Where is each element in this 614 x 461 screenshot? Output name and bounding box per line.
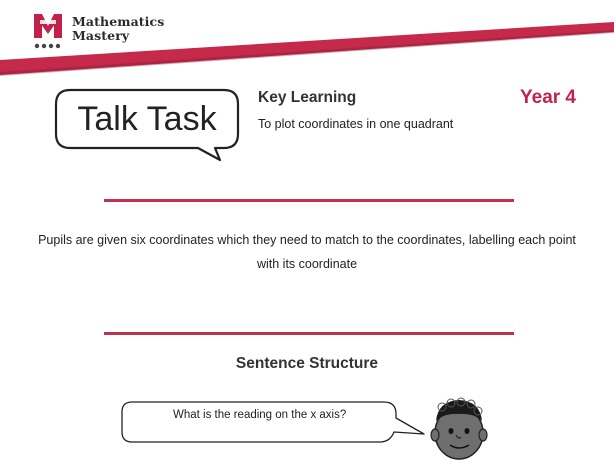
child-face-icon: [424, 393, 494, 461]
speech-bubble: [118, 398, 428, 448]
sentence-structure-heading: Sentence Structure: [235, 355, 379, 372]
talk-task-title: Talk Task: [77, 100, 217, 138]
year-label: Year 4: [520, 87, 576, 108]
key-learning-text: To plot coordinates in one quadrant: [258, 117, 454, 131]
mathematics-mastery-logo: [34, 14, 68, 50]
brand-name-line1: Mathematics: [72, 14, 165, 29]
key-learning-heading: Key Learning: [258, 89, 357, 106]
divider-top: [104, 199, 514, 202]
brand-name-line2: Mastery: [72, 28, 130, 43]
divider-bottom: [104, 332, 514, 335]
task-description: Pupils are given six coordinates which they need to match to the coordinates, labelling each point with its coordinate: [38, 233, 576, 271]
sentence-prompt: What is the reading on the x axis?: [173, 409, 347, 421]
